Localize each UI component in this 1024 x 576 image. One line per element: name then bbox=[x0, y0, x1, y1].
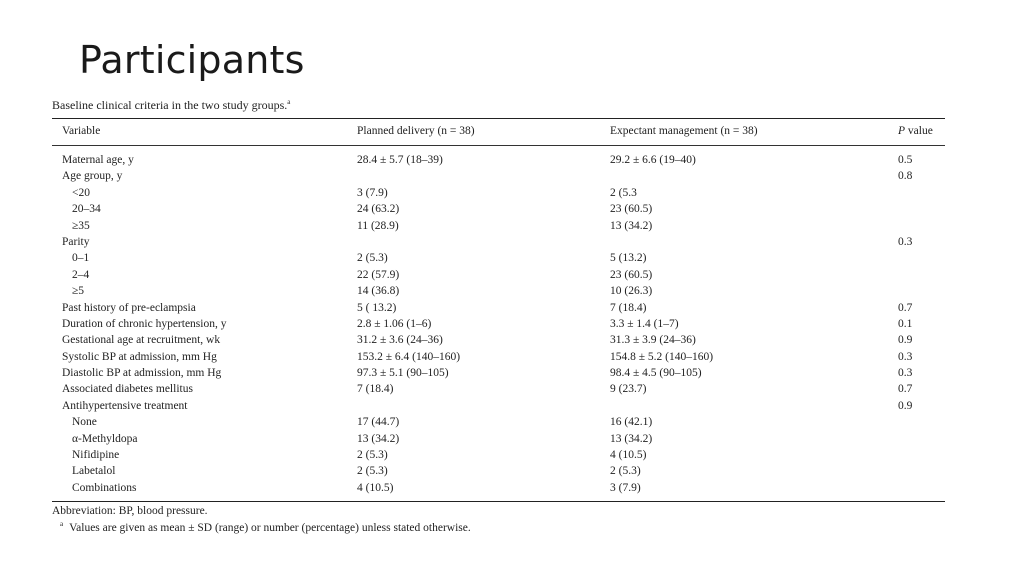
cell-variable: Past history of pre-eclampsia bbox=[62, 301, 196, 314]
cell-p-value: 0.5 bbox=[898, 154, 913, 166]
cell-variable: Gestational age at recruitment, wk bbox=[62, 334, 221, 347]
cell-variable: 2–4 bbox=[72, 268, 90, 281]
cell-planned-delivery: 3 (7.9) bbox=[357, 186, 388, 199]
cell-variable: Age group, y bbox=[62, 170, 123, 183]
table-row bbox=[52, 284, 945, 300]
table-row bbox=[52, 202, 945, 218]
cell-expectant-management: 29.2 ± 6.6 (19–40) bbox=[610, 154, 696, 166]
cell-p-value: 0.7 bbox=[898, 383, 913, 396]
cell-expectant-management: 16 (42.1) bbox=[610, 416, 653, 429]
cell-expectant-management: 5 (13.2) bbox=[610, 252, 647, 265]
cell-p-value: 0.3 bbox=[898, 367, 913, 380]
cell-planned-delivery: 31.2 ± 3.6 (24–36) bbox=[357, 334, 443, 347]
cell-variable: Maternal age, y bbox=[62, 154, 134, 166]
cell-planned-delivery: 24 (63.2) bbox=[357, 203, 400, 216]
cell-expectant-management: 13 (34.2) bbox=[610, 219, 653, 232]
cell-planned-delivery: 2 (5.3) bbox=[357, 252, 388, 265]
caption-footnote-marker: a bbox=[287, 98, 291, 106]
footnote-abbreviation: Abbreviation: BP, blood pressure. bbox=[52, 505, 208, 517]
cell-p-value: 0.3 bbox=[898, 235, 913, 248]
footnote-a-text: Values are given as mean ± SD (range) or number (percentage) unless stated otherwise. bbox=[69, 521, 471, 534]
slide-title: Participants bbox=[79, 38, 305, 82]
header-planned-delivery: Planned delivery (n = 38) bbox=[357, 125, 475, 137]
table-row bbox=[52, 464, 945, 480]
table-footnotes bbox=[52, 505, 471, 537]
cell-variable: Antihypertensive treatment bbox=[62, 399, 188, 412]
cell-expectant-management: 2 (5.3 bbox=[610, 186, 637, 199]
cell-p-value: 0.3 bbox=[898, 350, 913, 363]
cell-variable: ≥5 bbox=[72, 285, 85, 298]
table-body bbox=[52, 146, 945, 501]
cell-planned-delivery: 13 (34.2) bbox=[357, 432, 400, 445]
cell-planned-delivery: 28.4 ± 5.7 (18–39) bbox=[357, 154, 443, 166]
cell-expectant-management: 4 (10.5) bbox=[610, 449, 647, 462]
table-row bbox=[52, 432, 945, 448]
cell-variable: Duration of chronic hypertension, y bbox=[62, 317, 227, 330]
table-caption-text: Baseline clinical criteria in the two study groups. bbox=[52, 98, 288, 112]
table-header-row bbox=[52, 119, 945, 145]
cell-variable: Parity bbox=[62, 235, 90, 248]
header-p-word: value bbox=[905, 125, 933, 137]
cell-expectant-management: 13 (34.2) bbox=[610, 432, 653, 445]
cell-planned-delivery: 153.2 ± 6.4 (140–160) bbox=[357, 350, 461, 363]
cell-p-value: 0.9 bbox=[898, 399, 913, 412]
cell-variable: Labetalol bbox=[72, 465, 116, 478]
cell-expectant-management: 7 (18.4) bbox=[610, 301, 647, 314]
baseline-table bbox=[52, 118, 945, 502]
cell-variable: ≥35 bbox=[72, 219, 90, 232]
table-row bbox=[52, 301, 945, 317]
table-row bbox=[52, 333, 945, 349]
cell-p-value: 0.7 bbox=[898, 301, 913, 314]
cell-expectant-management: 9 (23.7) bbox=[610, 383, 647, 396]
cell-expectant-management: 23 (60.5) bbox=[610, 268, 653, 281]
cell-variable: Diastolic BP at admission, mm Hg bbox=[62, 367, 222, 380]
cell-variable: α-Methyldopa bbox=[72, 432, 138, 445]
footnote-a-marker: a bbox=[60, 520, 64, 528]
cell-planned-delivery: 14 (36.8) bbox=[357, 285, 400, 298]
cell-variable: Combinations bbox=[72, 481, 137, 494]
header-p-value bbox=[898, 125, 933, 137]
table-row bbox=[52, 399, 945, 415]
cell-variable: None bbox=[72, 416, 97, 429]
cell-planned-delivery: 22 (57.9) bbox=[357, 268, 400, 281]
header-variable: Variable bbox=[62, 125, 101, 137]
cell-expectant-management: 10 (26.3) bbox=[610, 285, 653, 298]
cell-planned-delivery: 97.3 ± 5.1 (90–105) bbox=[357, 367, 449, 380]
table-row bbox=[52, 382, 945, 398]
cell-p-value: 0.8 bbox=[898, 170, 913, 183]
cell-expectant-management: 3 (7.9) bbox=[610, 481, 641, 494]
table-row bbox=[52, 169, 945, 185]
cell-expectant-management: 154.8 ± 5.2 (140–160) bbox=[610, 350, 714, 363]
header-expectant-management: Expectant management (n = 38) bbox=[610, 125, 758, 137]
cell-expectant-management: 3.3 ± 1.4 (1–7) bbox=[610, 317, 679, 330]
cell-p-value: 0.1 bbox=[898, 317, 913, 330]
cell-p-value: 0.9 bbox=[898, 334, 913, 347]
table-caption bbox=[52, 98, 290, 113]
table-row bbox=[52, 415, 945, 431]
cell-variable: Associated diabetes mellitus bbox=[62, 383, 193, 396]
table-row bbox=[52, 317, 945, 333]
cell-planned-delivery: 2.8 ± 1.06 (1–6) bbox=[357, 317, 432, 330]
cell-planned-delivery: 17 (44.7) bbox=[357, 416, 400, 429]
cell-variable: 20–34 bbox=[72, 203, 101, 216]
table-row bbox=[52, 366, 945, 382]
footnote-a bbox=[52, 520, 471, 534]
table-row bbox=[52, 268, 945, 284]
table-bottom-rule bbox=[52, 501, 945, 502]
table-row bbox=[52, 219, 945, 235]
table-row bbox=[52, 153, 945, 169]
cell-expectant-management: 31.3 ± 3.9 (24–36) bbox=[610, 334, 696, 347]
cell-expectant-management: 2 (5.3) bbox=[610, 465, 641, 478]
cell-variable: <20 bbox=[72, 186, 90, 199]
cell-variable: 0–1 bbox=[72, 252, 90, 265]
table-row bbox=[52, 235, 945, 251]
cell-expectant-management: 98.4 ± 4.5 (90–105) bbox=[610, 367, 702, 380]
cell-variable: Systolic BP at admission, mm Hg bbox=[62, 350, 217, 363]
cell-planned-delivery: 2 (5.3) bbox=[357, 465, 388, 478]
cell-planned-delivery: 4 (10.5) bbox=[357, 481, 394, 494]
cell-planned-delivery: 2 (5.3) bbox=[357, 449, 388, 462]
cell-planned-delivery: 5 ( 13.2) bbox=[357, 301, 397, 314]
cell-planned-delivery: 11 (28.9) bbox=[357, 219, 399, 232]
table-row bbox=[52, 186, 945, 202]
table-row bbox=[52, 448, 945, 464]
cell-expectant-management: 23 (60.5) bbox=[610, 203, 653, 216]
cell-variable: Nifidipine bbox=[72, 449, 120, 462]
table-row bbox=[52, 350, 945, 366]
header-p-letter: P bbox=[898, 125, 906, 137]
cell-planned-delivery: 7 (18.4) bbox=[357, 383, 394, 396]
table-row bbox=[52, 251, 945, 267]
table-row bbox=[52, 481, 945, 497]
